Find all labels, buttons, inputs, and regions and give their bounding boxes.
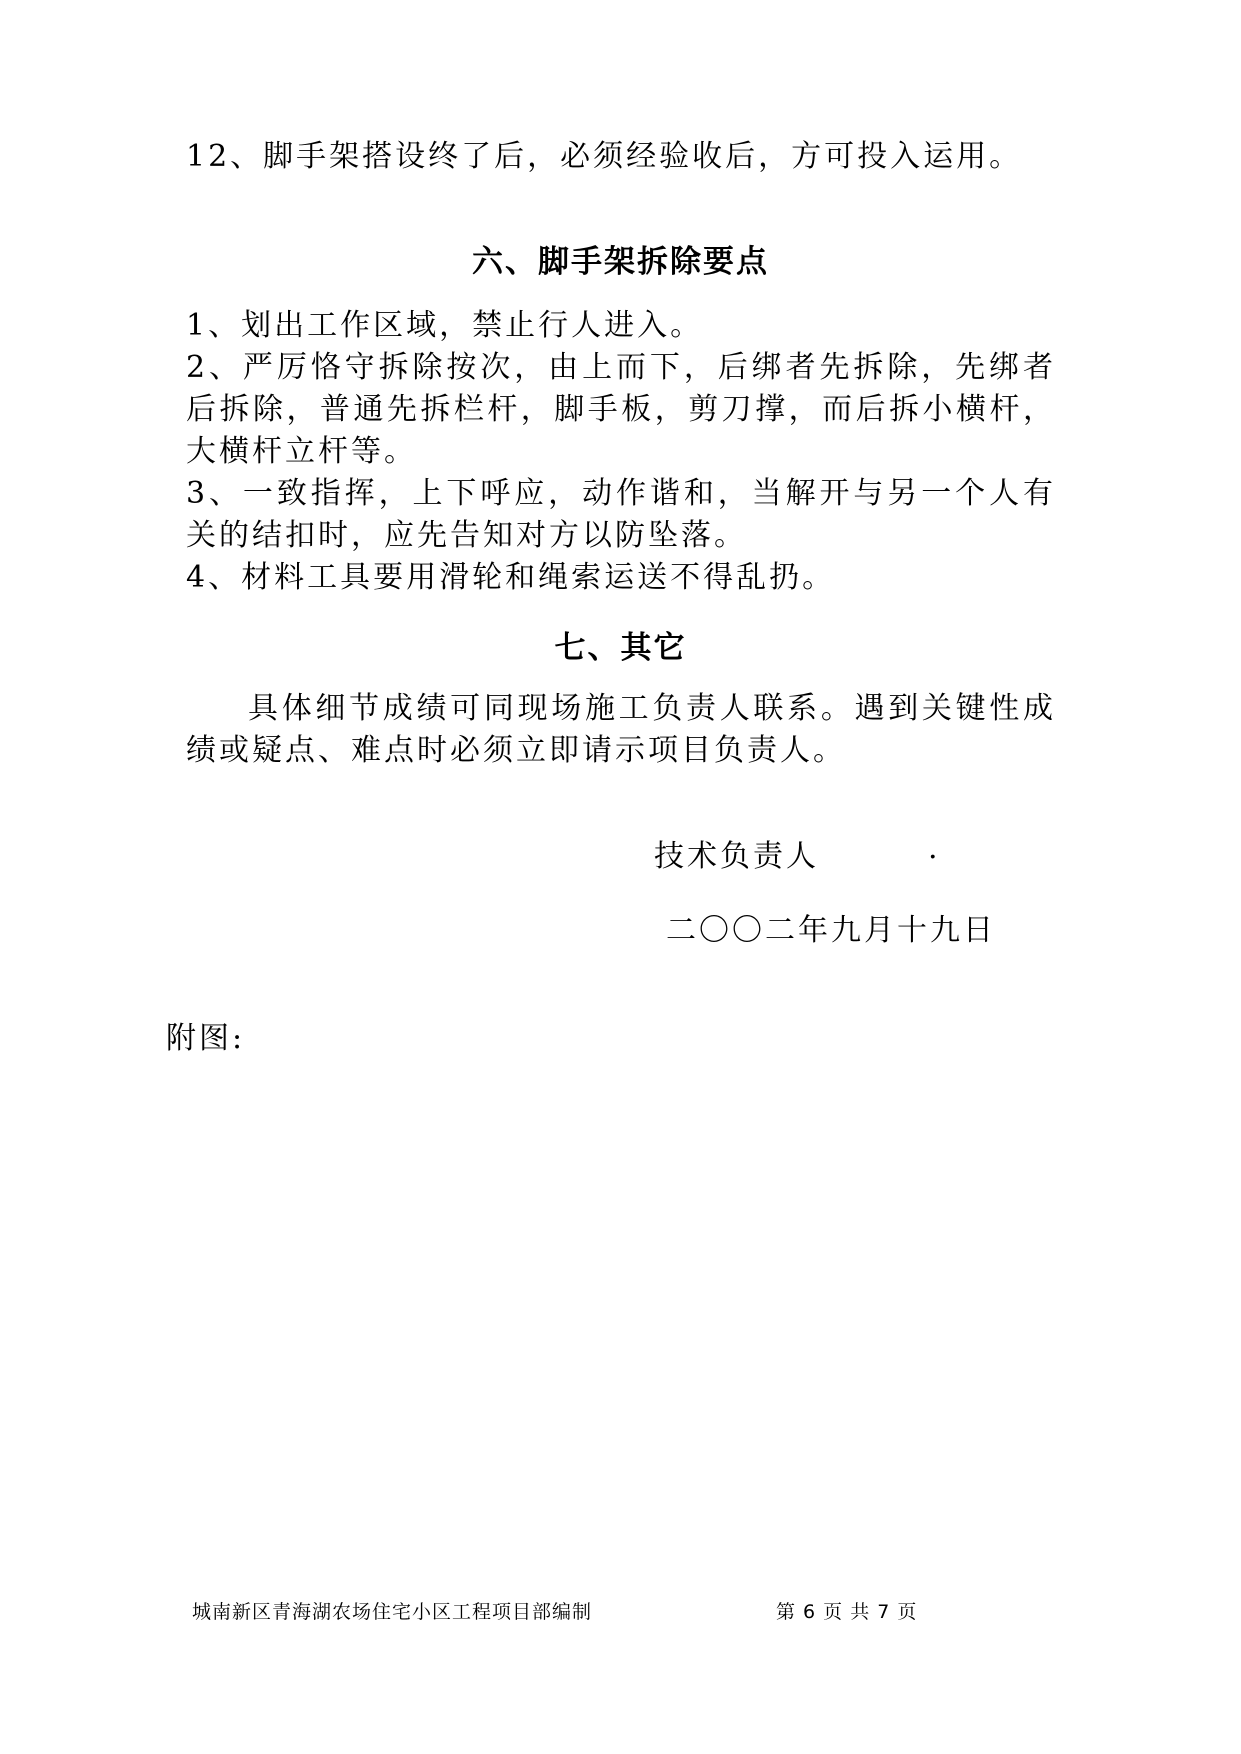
- list-item: 2、严厉恪守拆除按次，由上而下，后绑者先拆除，先绑者后拆除，普通先拆栏杆，脚手板，剪刀撑，而后拆小横杆，大横杆立杆等。: [186, 350, 1056, 469]
- section-7-paragraph: 具体细节成绩可同现场施工负责人联系。遇到关键性成绩或疑点、难点时必须立即请示项目负责人。: [186, 691, 1056, 768]
- list-item: 12、脚手架搭设终了后，必须经验收后，方可投入运用。: [186, 139, 1023, 174]
- signature-label: 技术负责人: [654, 839, 819, 874]
- footer-left-text: 城南新区青海湖农场住宅小区工程项目部编制: [192, 1601, 593, 1623]
- signature-date: 二〇〇二年九月十九日: [666, 913, 996, 948]
- attachment-label: 附图:: [166, 1021, 246, 1056]
- section-7-body: [186, 688, 1056, 772]
- section-6-heading: 六、脚手架拆除要点: [472, 244, 769, 280]
- footer-page-number: 第 6 页 共 7 页: [776, 1601, 918, 1623]
- signature-blank-mark: .: [928, 831, 941, 866]
- list-item: 3、一致指挥，上下呼应，动作谐和，当解开与另一个人有关的结扣时，应先告知对方以防坠落。: [186, 476, 1056, 553]
- section-6-list: [186, 305, 1056, 599]
- list-item: 4、材料工具要用滑轮和绳索运送不得乱扔。: [186, 560, 836, 595]
- section-7-heading: 七、其它: [554, 630, 687, 666]
- intro-item: [186, 136, 1056, 178]
- list-item: 1、划出工作区域，禁止行人进入。: [186, 308, 704, 343]
